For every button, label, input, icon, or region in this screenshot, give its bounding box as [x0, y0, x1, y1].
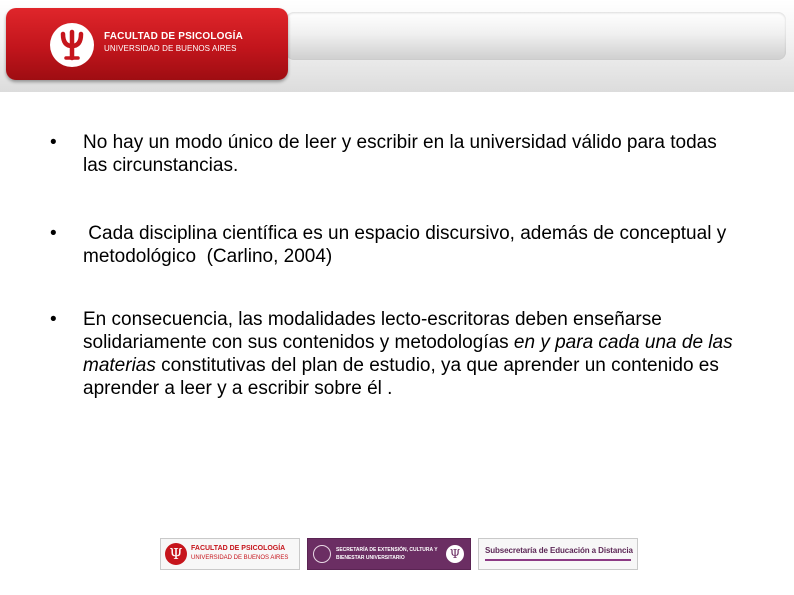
logo-text	[104, 30, 243, 55]
footer-logo-line: SECRETARÍA DE EXTENSIÓN, CULTURA Y	[336, 547, 438, 553]
footer-faculty-logo	[160, 538, 300, 570]
bullet-text-part: En consecuencia, las modalidades lecto-escritoras deben enseñarse solidariamente con sus contenidos y metodologías	[83, 309, 662, 353]
footer-logos	[160, 538, 640, 572]
bullet-text: No hay un modo único de leer y escribir en la universidad válido para todas las circunstancias.	[83, 132, 717, 176]
footer-logo-text	[191, 544, 288, 563]
logo-title: FACULTAD DE PSICOLOGÍA	[104, 31, 244, 42]
bullet-text: Cada disciplina científica es un espacio discursivo, además de conceptual y metodológico (Carlino, 2004)	[83, 223, 732, 267]
footer-logo-text: Subsecretaría de Educación a Distancia	[485, 546, 633, 555]
footer-logo-text	[336, 546, 438, 562]
divider	[485, 559, 631, 561]
psi-icon: Ψ	[165, 543, 187, 565]
footer-extension-logo	[307, 538, 471, 570]
footer-distance-ed-logo	[478, 538, 638, 570]
header-strip	[286, 12, 786, 60]
bullet-dot: •	[50, 223, 57, 244]
footer-logo-line: BIENESTAR UNIVERSITARIO	[336, 555, 405, 561]
bullet-text-part: constitutivas del plan de estudio, ya que aprender un contenido es aprender a leer y a escribir sobre él .	[83, 355, 719, 399]
psi-icon: Ψ	[446, 545, 464, 563]
faculty-logo	[6, 8, 288, 80]
bullet-dot: •	[50, 309, 57, 330]
footer-logo-subtitle: UNIVERSIDAD DE BUENOS AIRES	[191, 555, 289, 561]
psi-icon	[50, 23, 94, 67]
crest-icon	[313, 545, 331, 563]
bullet-dot: •	[50, 132, 57, 153]
bullet-text	[83, 308, 743, 400]
logo-subtitle: UNIVERSIDAD DE BUENOS AIRES	[104, 44, 237, 53]
bullet-text-emphasis: en y para cada una de las materias	[83, 332, 733, 376]
footer-logo-title: FACULTAD DE PSICOLOGÍA	[191, 545, 286, 552]
